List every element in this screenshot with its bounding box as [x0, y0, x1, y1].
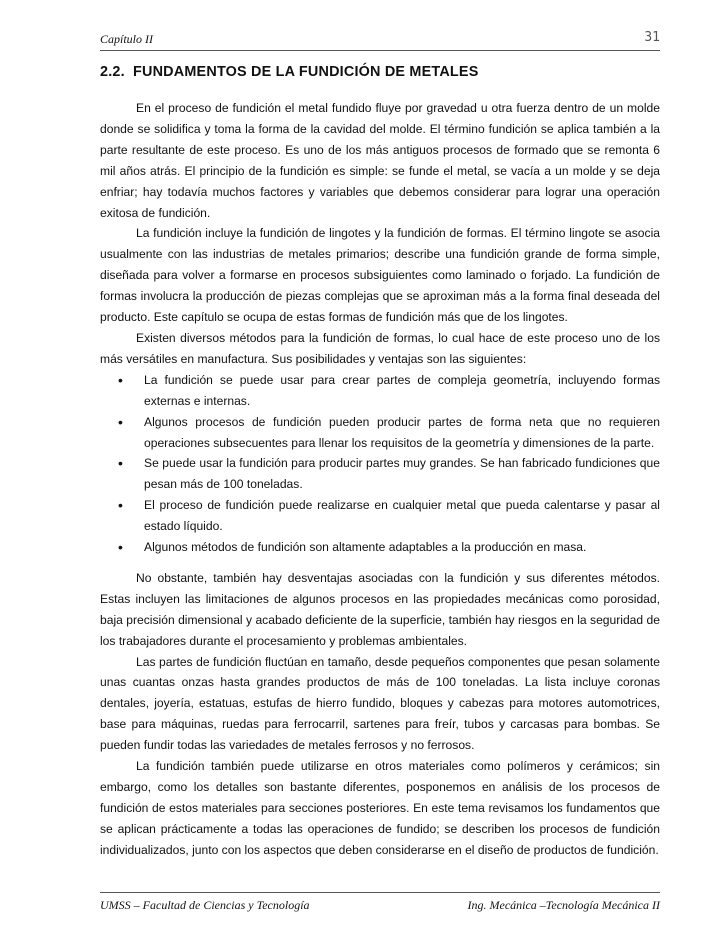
page-number: 31 — [644, 30, 660, 45]
list-item-text: Se puede usar la fundición para producir partes muy grandes. Se han fabricado fundiciones que pesan más de 100 toneladas. — [144, 456, 660, 492]
bullet-icon: • — [118, 497, 123, 514]
bullet-icon: • — [118, 539, 123, 556]
chapter-label: Capítulo II — [100, 32, 153, 46]
list-item-text: Algunos métodos de fundición son altamente adaptables a la producción en masa. — [144, 540, 587, 555]
paragraph: Existen diversos métodos para la fundición de formas, lo cual hace de este proceso uno de los más versátiles en manufactura. Sus posibilidades y ventajas son las siguientes: — [100, 330, 660, 366]
list-item — [100, 412, 660, 454]
paragraph: Las partes de fundición fluctúan en tamaño, desde pequeños componentes que pesan solamente unas cuantas onzas hasta grandes productos de más de 100 toneladas. La lista incluye coronas dentales, joyería, estatuas, estufas de hierro fundido, bloques y cabezas para motores automotrices, base para máquinas, ruedas para ferrocarril, sartenes para freír, tubos y carcasas para bombas. Se pueden fundir todas las variedades de metales ferrosos y no ferrosos. — [100, 654, 660, 753]
body-text — [100, 98, 660, 861]
bullet-icon: • — [118, 413, 123, 430]
section-number: 2.2. — [100, 64, 125, 80]
bullet-icon: • — [118, 371, 123, 388]
list-item-text: La fundición se puede usar para crear partes de compleja geometría, incluyendo formas externas e internas. — [144, 372, 660, 408]
page-header — [100, 30, 660, 51]
paragraph: En el proceso de fundición el metal fundido fluye por gravedad u otra fuerza dentro de un molde donde se solidifica y toma la forma de la cavidad del molde. El término fundición se aplica también a la parte resultante de este proceso. Es uno de los más antiguos procesos de formado que se remonta 6 mil años atrás. El principio de la fundición es simple: se funde el metal, se vacía a un molde y se deja enfriar; hay todavía muchos factores y variables que debemos considerar para lograr una operación exitosa de fundición. — [100, 101, 660, 220]
section-heading — [100, 64, 479, 80]
footer-course: Ing. Mecánica –Tecnología Mecánica II — [467, 898, 660, 912]
paragraph: No obstante, también hay desventajas asociadas con la fundición y sus diferentes métodos. Estas incluyen las limitaciones de algunos procesos en las propiedades mecánicas como porosidad, baja precisión dimensional y acabado deficiente de la superficie, también hay riesgos en la seguridad de los trabajadores durante el procesamiento y problemas ambientales. — [100, 570, 660, 648]
list-item-text: El proceso de fundición puede realizarse en cualquier metal que pueda calentarse y pasar al estado líquido. — [144, 498, 660, 534]
paragraph: La fundición incluye la fundición de lingotes y la fundición de formas. El término lingote se asocia usualmente con las industrias de metales primarios; describe una fundición grande de forma simple, diseñada para volver a formarse en procesos subsiguientes como laminado o forjado. La fundición de formas involucra la producción de piezas complejas que se aproximan más a la forma final deseada del producto. Este capítulo se ocupa de estas formas de fundición más que de los lingotes. — [100, 226, 660, 325]
list-item-text: Algunos procesos de fundición pueden producir partes de forma neta que no requieren operaciones subsecuentes para llenar los requisitos de la geometría y dimensiones de la parte. — [144, 414, 660, 450]
advantages-list — [100, 370, 660, 558]
list-item — [100, 495, 660, 537]
paragraph: La fundición también puede utilizarse en otros materiales como polímeros y cerámicos; sin embargo, como los detalles son bastante diferentes, posponemos en análisis de los procesos de fundición de estos materiales para secciones posteriores. En este tema revisamos los fundamentos que se aplican prácticamente a todas las operaciones de fundido; se describen los procesos de fundición individualizados, junto con los aspectos que deben considerarse en el diseño de productos de fundición. — [100, 759, 660, 857]
bullet-icon: • — [118, 455, 123, 472]
page-footer — [100, 892, 660, 915]
list-item — [100, 370, 660, 412]
list-item — [100, 537, 660, 558]
section-title: FUNDAMENTOS DE LA FUNDICIÓN DE METALES — [133, 64, 479, 80]
list-item — [100, 453, 660, 495]
spacer — [100, 558, 660, 568]
footer-institution: UMSS – Facultad de Ciencias y Tecnología — [100, 898, 310, 912]
